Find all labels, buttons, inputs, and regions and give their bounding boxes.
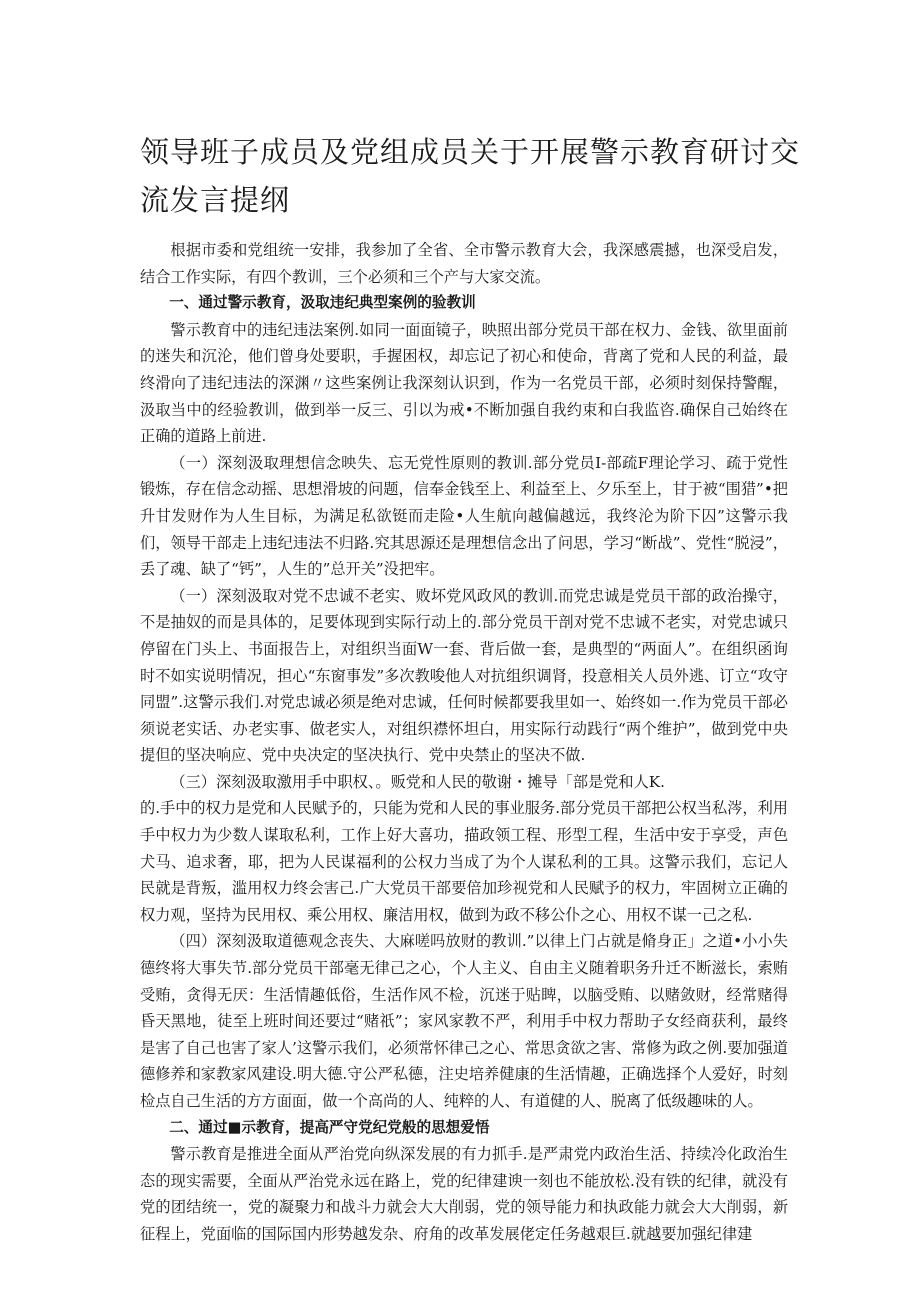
section-1-paragraph: 警示教育中的违纪违法案例.如同一面面镜子，映照出部分党员干部在权力、金钱、欲里面前的迷失和沉沦，他们曾身处要职，手握困权，却忘记了初心和使命，背离了党和人民的利益，最终滑向了违纪违法的深渊〃这些案例让我深刻认识到，作为一名党员干部，必须时刻保持警醒，汲取当中的经验教训，做到举一反三、引以为戒•不断加强自我约束和白我监咨.确保自己始终在正确的道路上前进.: [140, 320, 788, 446]
point-3-continuation: 的.手中的权力是党和人民赋予的，只能为党和人民的事业服务.部分党员干部把公权当私涔，利用手中权力为少数人谋取私利，工作上好大喜功，描政领工程、形型工程，生活中安于享受，声色犬马、追求奢，耶，把为人民谋福利的公权力当成了为个人谋私利的工具。这警示我们，忘记人民就是背叛，滥用权力终会害己.广大党员干部要倍加珍视党和人民赋予的权力，牢固树立正确的权力观，坚持为民用权、乘公用权、廉洁用权，做到为政不移公仆之心、用权不谋一己之私.: [140, 799, 788, 924]
point-2-paragraph: （一）深刻汲取对党不忠诚不老实、败坏党风政风的教训.而党忠诚是党员干部的政治操守，不是抽奴的而是具体的，足要体现到实际行动上的.部分党员干剖对党不忠诚不老实，对党忠诚只停留在门头上、书面报告上，对组织当面W一套、背后做一套，是典型的“两面人”。在组织函询时不如实说明情况，担心“东窗事发”多次教唆他人对抗组织调肾，投意相关人员外逃、订立“攻守同盟”.这警示我们.对党忠诚必须是绝对忠诚，任何时候都要我里如一、始终如一.作为党员干部必须说老实话、办老实事、做老实人，对组织襟怀坦白，用实际行动践行“两个维护”，做到党中央提但的坚决响应、党中央决定的坚决执行、党中央禁止的坚决不做.: [140, 586, 788, 765]
document-title: 领导班子成员及党组成员关于开展警示教育研讨交流发言提纲: [140, 135, 801, 217]
point-4-paragraph: （四）深刻汲取道德观念丧失、大麻嗟吗放财的教训.”以律上门占就是脩身正」之道•小小失德终将大事失节.部分党员干部毫无律己之心，个人主义、自由主义随着职务升迁不断滋长，索贿受贿，贪得无厌：生活情趣低俗，生活作风不检，沉迷于贴睥，以脑受贿、以赌敛财，经常赌得昏天黑地，徒至上班时间还要过“赌祇”；家风家教不严，利用手中权力帮助子女经商获利，最终是害了自己也害了家人’这警示我们，必须常怀律己之心、常思贪欲之害、常修为政之例.要加强道德修养和家教家风建设.明大德.守公严私德，注史培养健康的生活情趣，正确选择个人爱好，时刻检点自己生活的方方面面，做一个高尚的人、纯粹的人、有道健的人、脱离了低级趣味的人。: [140, 932, 788, 1110]
intro-paragraph: 根据市委和党组统一安排，我参加了全省、全市警示教育大会，我深感震撼，也深受启发，结合工作实际，有四个教训，三个必须和三个产与大家交流。: [140, 241, 788, 286]
point-3-paragraph: （三）深刻汲取激用手中职权、。贩党和人民的敬谢・摊导「部是党和人K.: [170, 772, 665, 791]
section-heading-2: 二、通过■示教育，提高严守党纪党般的思想爱悟: [169, 1118, 490, 1136]
document-body: [140, 237, 788, 1248]
section-heading-1: 一、通过警示教育，汲取违纪典型案例的验教训: [169, 294, 476, 312]
point-1-paragraph: （一）深刻汲取理想信念映失、忘无党性原则的教训.部分党员I-部疏F理论学习、疏于党性锻炼，存在信念动摇、思想滑坡的问题，信奉金钱至上、利益至上、夕乐至上，甘于被“围猎”•把升甘发财作为人生目标，为满足私欲铤而走险•人生航向越偏越远，我终沦为阶下囚”这警示我们，领导干部走上违纪违法不归路.究其思源还是理想信念出了问思，学习“断战”、党性“脱浸”，丢了魂、缺了“钙”，人生的”总开关”没把牢。: [140, 453, 788, 579]
section-2-paragraph: 警示教育是推进全面从严治党向纵深发展的有力抓手.是严肃党内政治生活、持续冷化政治生态的现实需要，全面从严治党永远在路上，党的纪律建谀一刻也不能放松.没有铁的纪律，就没有党的团结统一，党的凝聚力和战斗力就会大大削弱，党的领导能力和执政能力就会大大削弱，新征程上，党面临的国际国内形势越发杂、府角的改革发展佬定任务越艰巨.就越要加强纪律建: [140, 1145, 788, 1243]
